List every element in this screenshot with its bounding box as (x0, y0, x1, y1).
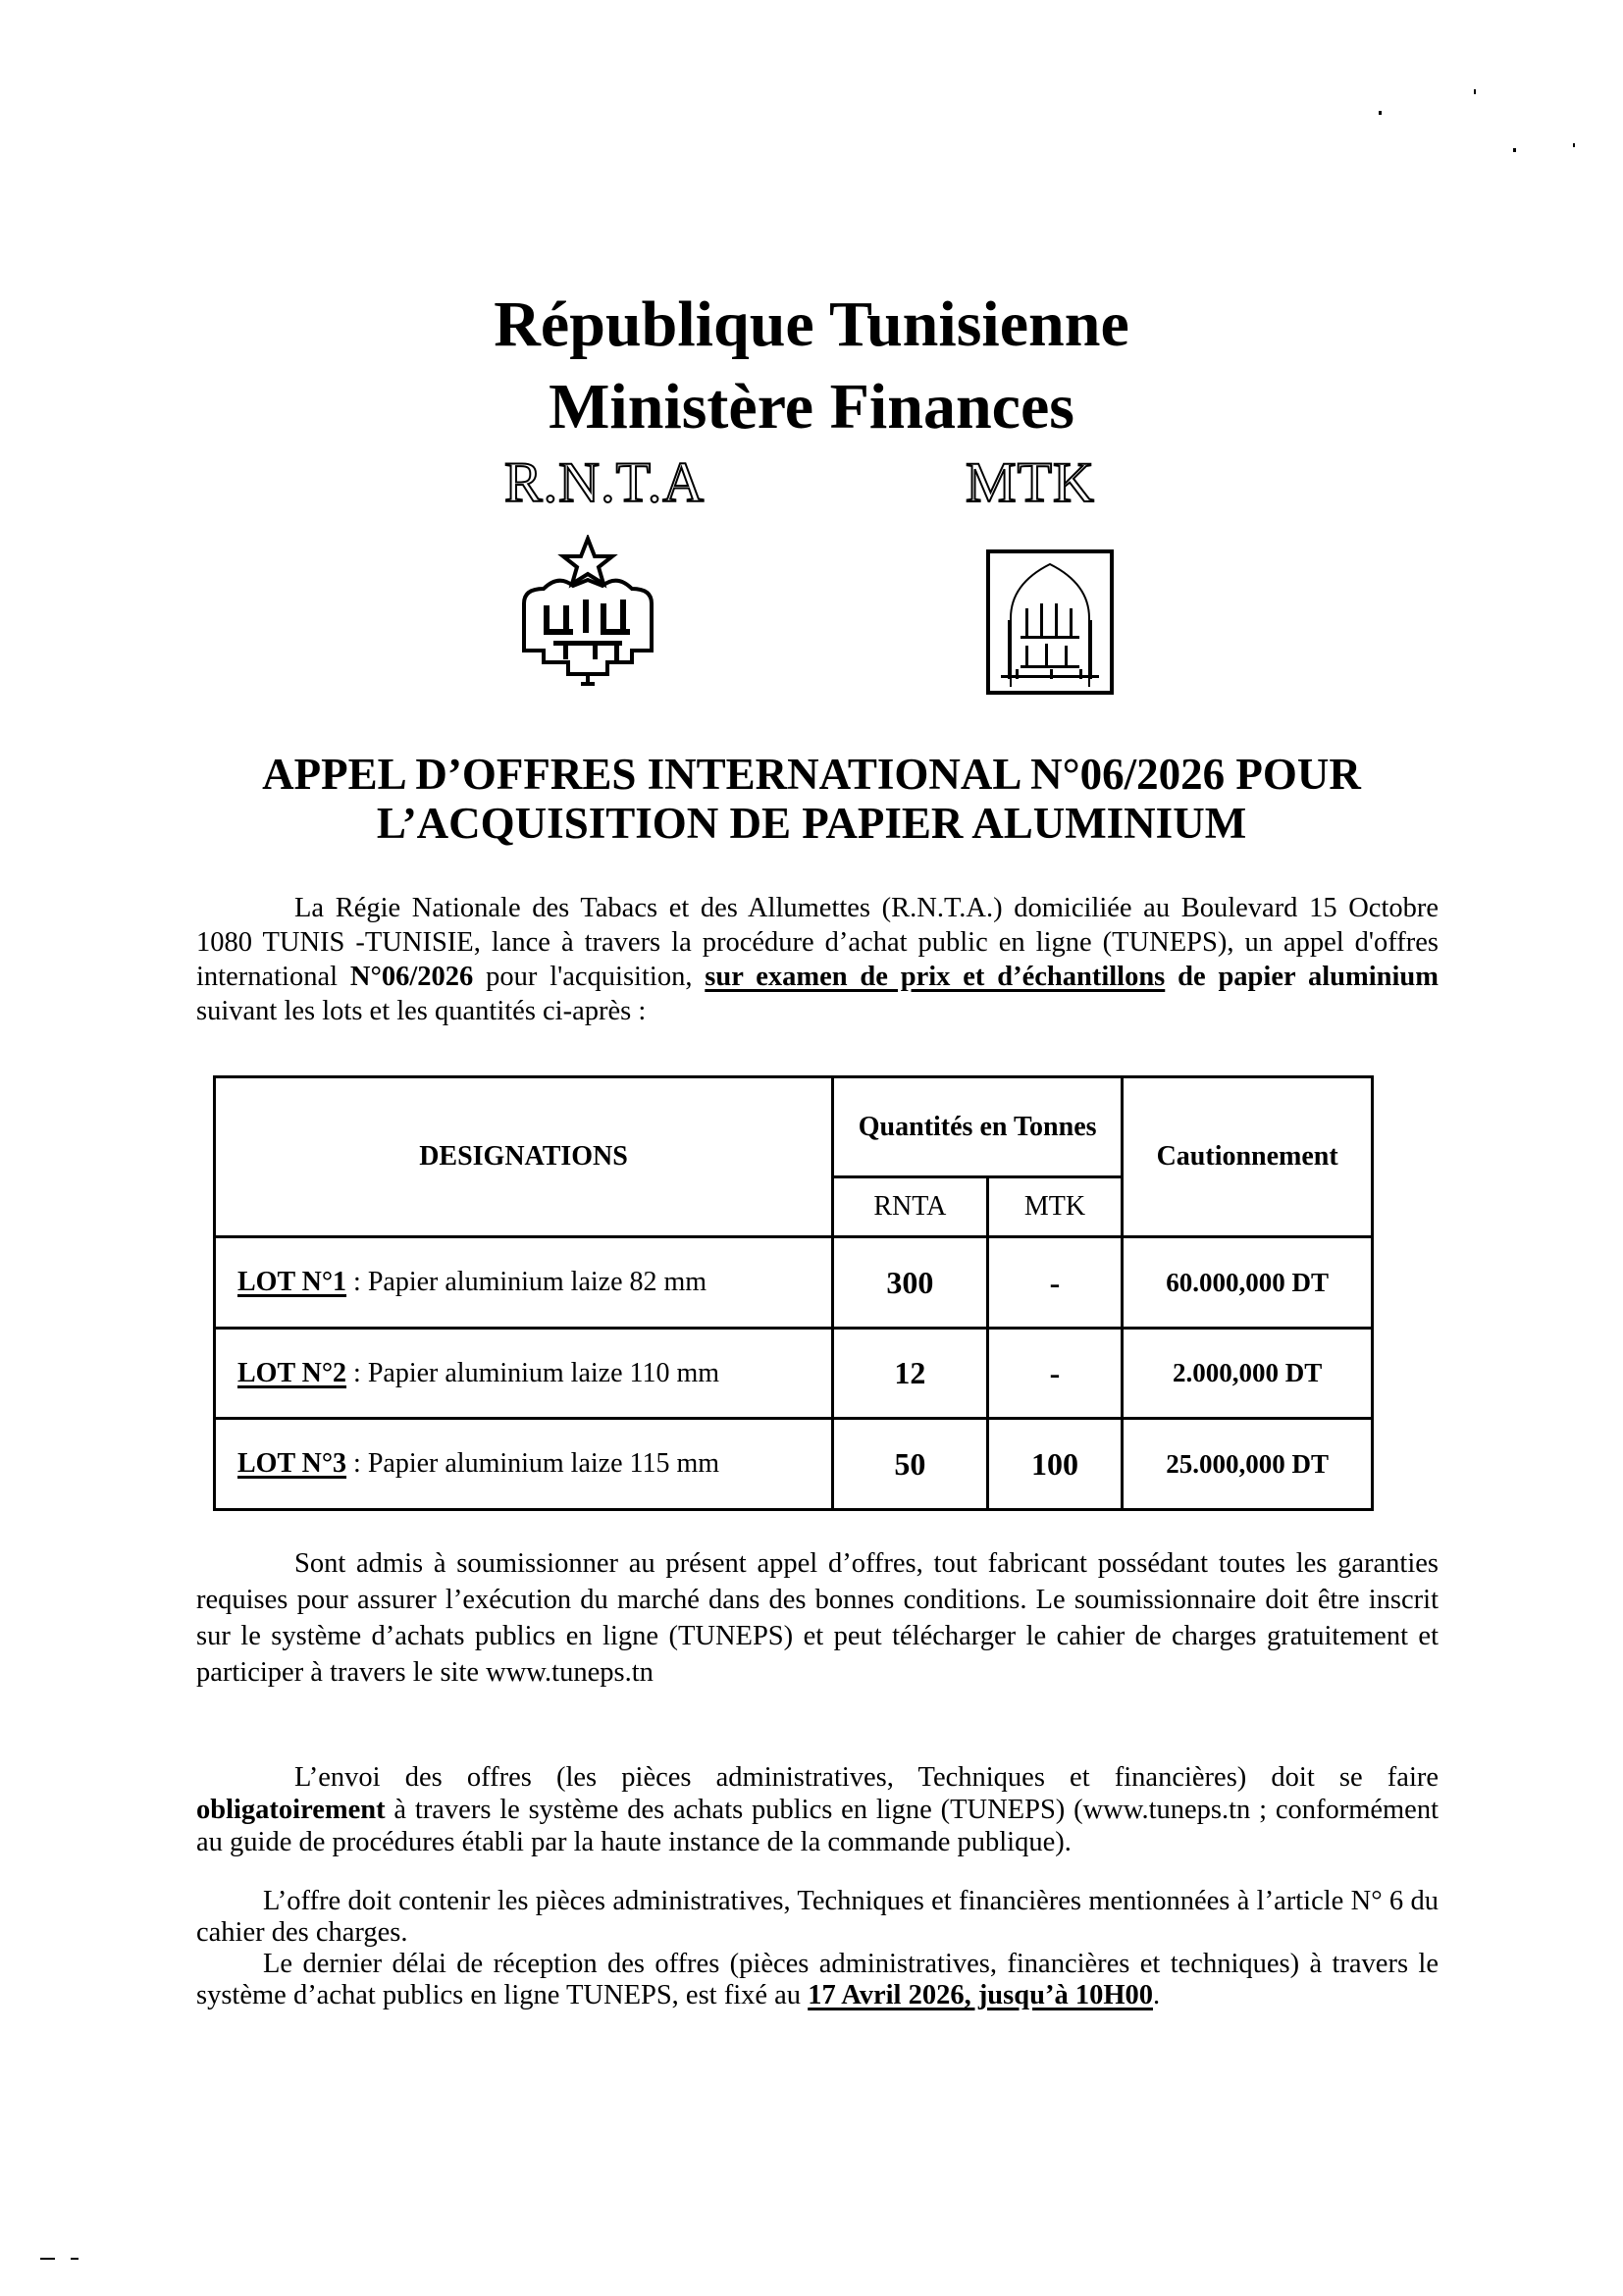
guarantee-amount: 2.000,000 DT (1123, 1329, 1373, 1419)
header-mtk: MTK (987, 1177, 1123, 1237)
deadline-text: Le dernier délai de réception des offres (pièces administratives, financières et techniques) à travers le système d’achat publics en ligne TUNEPS, est fixé au (196, 1949, 1439, 2010)
qty-rnta: 300 (833, 1237, 988, 1329)
eligibility-text: Sont admis à soumissionner au présent appel d’offres, tout fabricant possédant toutes les garanties requises pour assurer l’exécution du marché dans des bonnes conditions. Le soumissionnaire doit être inscrit sur le système d’achats publics en ligne (TUNEPS) et peut télécharger le cahier de charges gratuitement et participer à travers le site www.tuneps.tn (196, 1548, 1439, 1688)
scan-speck (1474, 89, 1476, 94)
table-row (215, 1419, 1373, 1510)
qty-mtk: 100 (987, 1419, 1123, 1510)
deadline-date: 17 Avril 2026, jusqu’à 10H00 (808, 1980, 1153, 2010)
evaluation-criteria: sur examen de prix et d’échantillons (705, 962, 1166, 992)
submission-text: L’envoi des offres (les pièces administratives, Techniques et financières) doit se faire (294, 1762, 1439, 1793)
lot-label: LOT N°3 (237, 1448, 347, 1479)
header-rnta: RNTA (833, 1177, 988, 1237)
country-heading: République Tunisienne (494, 288, 1129, 360)
lot-description: : Papier aluminium laize 115 mm (346, 1448, 720, 1479)
qty-mtk: - (987, 1237, 1123, 1329)
deadline-end: . (1152, 1980, 1161, 2010)
lot-label: LOT N°1 (237, 1267, 347, 1297)
mandatory-emphasis: obligatoirement (196, 1795, 386, 1825)
header-guarantee: Cautionnement (1123, 1077, 1373, 1237)
qty-mtk: - (987, 1329, 1123, 1419)
org-rnta-label: R.N.T.A (504, 450, 706, 514)
intro-text-end: suivant les lots et les quantités ci-après : (196, 996, 647, 1026)
guarantee-amount: 25.000,000 DT (1123, 1419, 1373, 1510)
tender-title-line-1: APPEL D’OFFRES INTERNATIONAL N°06/2026 POUR (262, 750, 1361, 799)
qty-rnta: 12 (833, 1329, 988, 1419)
submission-text-2: à travers le système des achats publics en ligne (TUNEPS) (www.tuneps.tn ; conformément au guide de procédures établi par la haute instance de la commande publique). (196, 1795, 1439, 1857)
lot-description: : Papier aluminium laize 110 mm (346, 1357, 720, 1388)
intro-text: La Régie Nationale des Tabacs et des Allumettes (R.N.T.A.) domiciliée au Boulevard 15 Octobre 1080 TUNIS -TUNISIE, lance à travers la procédure d’achat public en ligne (TUNEPS), un appel d'offres international (196, 893, 1439, 992)
lot-description: : Papier aluminium laize 82 mm (346, 1267, 707, 1297)
qty-rnta: 50 (833, 1419, 988, 1510)
content-paragraph (196, 1886, 1439, 1949)
lot-label: LOT N°2 (237, 1357, 347, 1388)
tender-reference: N°06/2026 (349, 962, 474, 992)
scan-speck (40, 2258, 55, 2260)
content-text: L’offre doit contenir les pièces administratives, Techniques et financières mentionnées à l’article N° 6 du cahier des charges. (196, 1886, 1439, 1948)
eligibility-paragraph (196, 1545, 1439, 1691)
ministry-heading: Ministère Finances (549, 371, 1074, 443)
product-name: de papier aluminium (1165, 962, 1439, 992)
scan-speck (1513, 148, 1516, 152)
table-row (215, 1237, 1373, 1329)
scan-speck (1379, 111, 1382, 115)
header-quantities: Quantités en Tonnes (833, 1077, 1123, 1177)
submission-paragraph (196, 1761, 1439, 1858)
header-designations: DESIGNATIONS (215, 1077, 833, 1237)
table-row (215, 1329, 1373, 1419)
tender-title-line-2: L’ACQUISITION DE PAPIER ALUMINIUM (376, 799, 1247, 848)
rnta-logo-icon (504, 535, 671, 692)
scan-speck (1573, 143, 1575, 147)
intro-paragraph (196, 891, 1439, 1028)
intro-text-2: pour l'acquisition, (473, 962, 706, 992)
scan-speck (71, 2258, 79, 2260)
mtk-logo-icon (986, 549, 1114, 695)
lots-table (213, 1075, 1374, 1511)
deadline-paragraph (196, 1949, 1439, 2011)
org-mtk-label: MTK (966, 450, 1095, 514)
guarantee-amount: 60.000,000 DT (1123, 1237, 1373, 1329)
